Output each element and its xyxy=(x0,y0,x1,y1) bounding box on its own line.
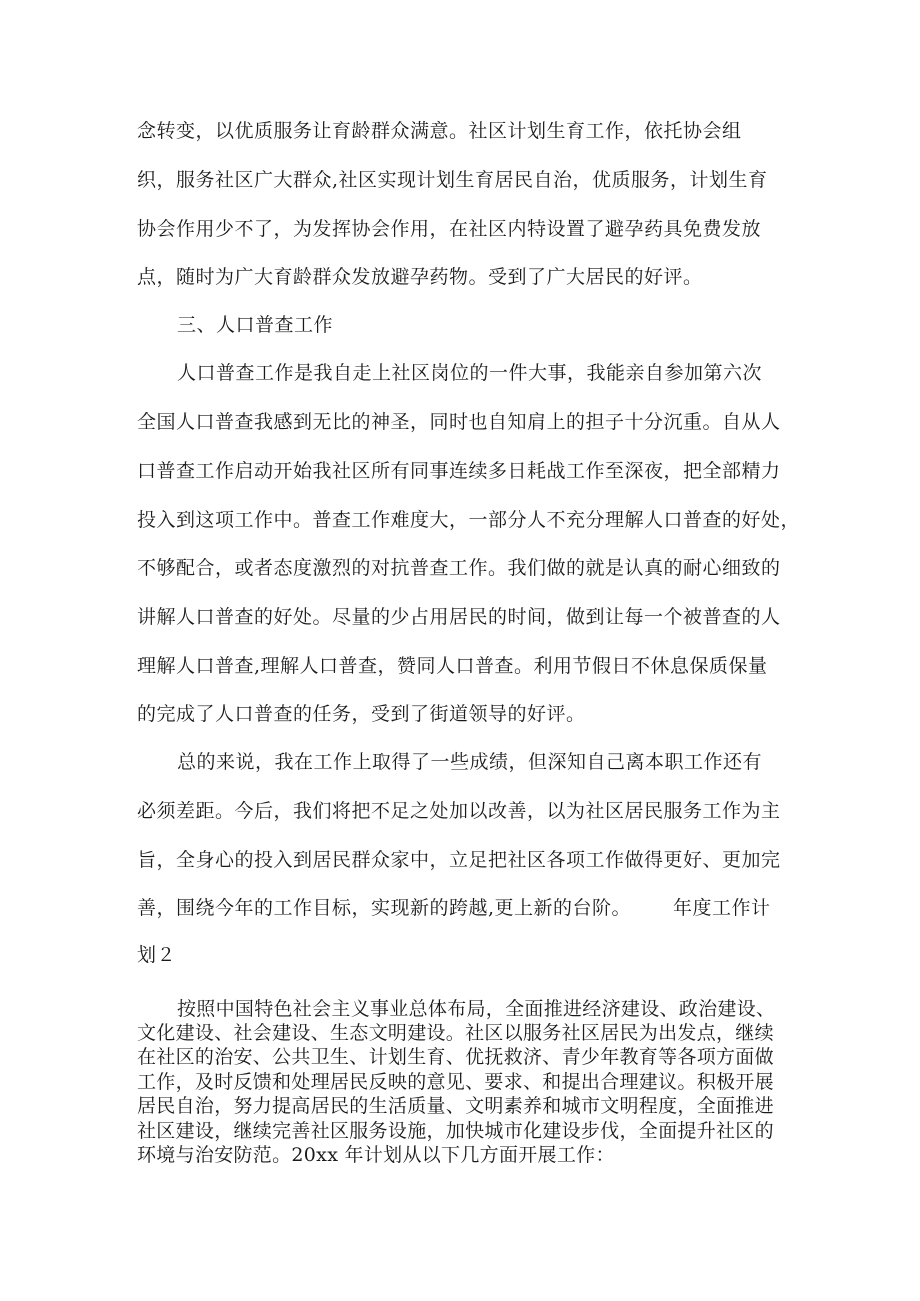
paragraph-line: 环境与治安防范。20xx 年计划从以下几方面开展工作： xyxy=(137,1144,615,1166)
paragraph-line: 总的来说，我在工作上取得了一些成绩，但深知自己离本职工作还有 xyxy=(177,751,763,773)
paragraph-line: 念转变，以优质服务让育龄群众满意。社区计划生育工作，依托协会组 xyxy=(137,120,742,142)
summary-last-line: 善，围绕今年的工作目标，实现新的跨越,更上新的台阶。 xyxy=(137,897,632,919)
paragraph-line: 讲解人口普查的好处。尽量的少占用居民的时间，做到让每一个被普查的人 xyxy=(137,606,781,628)
paragraph-line: 工作，及时反馈和处理居民反映的意见、要求、和提出合理建议。积极开展 xyxy=(137,1071,774,1093)
paragraph-line: 不够配合，或者态度激烈的对抗普查工作。我们做的就是认真的耐心细致的 xyxy=(137,557,781,579)
paragraph-line: 理解人口普查,理解人口普查，赞同人口普查。利用节假日不休息保质保量 xyxy=(137,655,768,677)
paragraph-line: 的完成了人口普查的任务，受到了街道领导的好评。 xyxy=(137,703,586,725)
paragraph-line: 旨，全身心的投入到居民群众家中，立足把社区各项工作做得更好、更加完 xyxy=(137,849,781,871)
plan-title-continuation: 划２ xyxy=(137,944,177,966)
plan-title: 年度工作计 xyxy=(673,897,771,919)
paragraph-line: 织，服务社区广大群众,社区实现计划生育居民自治，优质服务，计划生育 xyxy=(137,169,768,191)
paragraph-line: 文化建设、社会建设、生态文明建设。社区以服务社区居民为出发点，继续 xyxy=(137,1022,774,1044)
paragraph-line: 全国人口普查我感到无比的神圣，同时也自知肩上的担子十分沉重。自从人 xyxy=(137,411,781,433)
paragraph-line: 居民自治，努力提高居民的生活质量、文明素养和城市文明程度，全面推进 xyxy=(137,1095,774,1117)
paragraph-line: 按照中国特色社会主义事业总体布局，全面推进经济建设、政治建设、 xyxy=(177,998,776,1020)
paragraph-line: 投入到这项工作中。普查工作难度大，一部分人不充分理解人口普查的好处， xyxy=(137,509,801,531)
paragraph-line: 社区建设，继续完善社区服务设施，加快城市化建设步伐，全面提升社区的 xyxy=(137,1120,774,1142)
paragraph-line: 在社区的治安、公共卫生、计划生育、优抚救济、青少年教育等各项方面做 xyxy=(137,1046,774,1068)
paragraph-line: 点，随时为广大育龄群众发放避孕药物。受到了广大居民的好评。 xyxy=(137,266,703,288)
paragraph-line: 协会作用少不了，为发挥协会作用，在社区内特设置了避孕药具免费发放 xyxy=(137,218,762,240)
section-heading: 三、人口普查工作 xyxy=(177,314,334,336)
paragraph-line: 口普查工作启动开始我社区所有同事连续多日耗战工作至深夜，把全部精力 xyxy=(137,460,781,482)
paragraph-line: 必须差距。今后，我们将把不足之处加以改善，以为社区居民服务工作为主 xyxy=(137,800,781,822)
paragraph-line xyxy=(137,896,771,920)
paragraph-line: 人口普查工作是我自走上社区岗位的一件大事，我能亲自参加第六次 xyxy=(177,362,763,384)
